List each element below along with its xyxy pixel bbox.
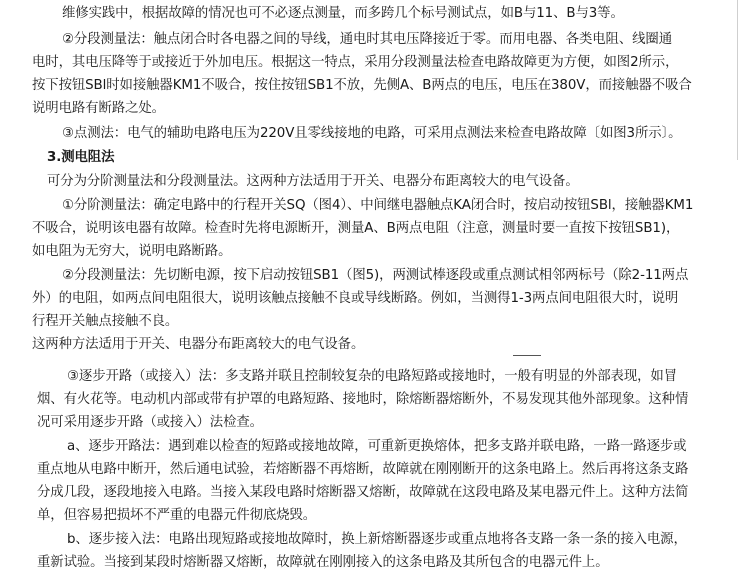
- text-line-15: 这两种方法适用于开关、电器分布距离较大的电气设备。: [32, 337, 365, 352]
- text-line-10: 不吸合，说明该电器有故障。检查时先将电源断开，测量A、B两点电阻（注意，测量时要一直按下按钮SB1)，: [32, 221, 680, 236]
- page-edge-line: [737, 0, 738, 160]
- text-line-17: 烟、有火花等。电动机内部或带有护罩的电路短路、接地时，除熔断器熔断外，不易发现其他外部现象。这种情: [37, 392, 689, 407]
- text-line-5: 说明电路有断路之处。: [32, 101, 165, 116]
- text-line-3: 电时，其电压降等于或接近于外加电压。根据这一特点，采用分段测量法检查电路故障更为方便，如图2所示，: [32, 55, 679, 70]
- text-line-6: ③点测法：电气的辅助电路电压为220V且零线接地的电路，可采用点测法来检查电路故障〔如图3所示〕。: [62, 126, 682, 141]
- text-line-12: ②分段测量法：先切断电源，按下启动按钮SB1（图5)，两测试棒逐段或重点测试相邻两标号（除2-11两点: [62, 268, 689, 283]
- text-line-14: 行程开关触点接触不良。: [32, 314, 179, 329]
- text-line-2: ②分段测量法：触点闭合时各电器之间的导线，通电时其电压降接近于零。而用电器、各类电阻、线圈通: [62, 32, 672, 47]
- text-line-22: 单，但容易把损坏不严重的电器元件彻底烧毁。: [37, 508, 317, 523]
- text-line-21: 分成几段，逐段地接入电路。当接入某段电路时熔断器又熔断，故障就在这段电路及某电器元件上。这种方法简: [37, 485, 689, 500]
- text-line-9: ①分阶测量法：确定电路中的行程开关SQ（图4）、中间继电器触点KA闭合时，按启动按钮SBl，接触器KM1: [62, 198, 694, 213]
- text-line-20: 重点地从电路中断开，然后通电试验，若熔断器不再熔断，故障就在刚刚断开的这条电路上。然后再将这条支路: [37, 462, 689, 477]
- text-line-19: a、逐步开路法：遇到难以检查的短路或接地故障，可重新更换熔体，把多支路并联电路，一路一路逐步或: [67, 439, 687, 454]
- text-line-4: 按下按钮SBl时如接触器KM1不吸合，按住按钮SB1不放，先侧A、B两点的电压，电压在380V，而接触器不吸合: [32, 78, 692, 93]
- text-line-13: 外）的电阻，如两点间电阻很大，说明该触点接触不良或导线断路。例如，当测得1-3两点间电阻很大时，说明: [32, 291, 679, 306]
- text-line-18: 况可采用逐步开路（或接入）法检查。: [37, 415, 263, 430]
- short-divider: [513, 355, 541, 356]
- section-heading: 3.测电阻法: [47, 150, 115, 165]
- text-line-23: b、逐步接入法：电路出现短路或接地故障时，换上新熔断器逐步或重点地将各支路一条一条的接入电源，: [67, 532, 687, 547]
- text-line-24: 重新试验。当接到某段时熔断器又熔断，故障就在刚刚接入的这条电路及其所包含的电器元件上。: [37, 555, 609, 570]
- text-line-8: 可分为分阶测量法和分段测量法。这两种方法适用于开关、电器分布距离较大的电气设备。: [47, 174, 579, 189]
- text-line-1: 维修实践中，根据故障的情况也可不必逐点测量，而多跨几个标号测试点，如B与11、B与3等。: [62, 6, 624, 21]
- text-line-11: 如电阻为无穷大，说明电路断路。: [32, 244, 232, 259]
- text-line-16: ③逐步开路（或接入）法：多支路并联且控制较复杂的电路短路或接地时，一般有明显的外部表现，如冒: [67, 369, 677, 384]
